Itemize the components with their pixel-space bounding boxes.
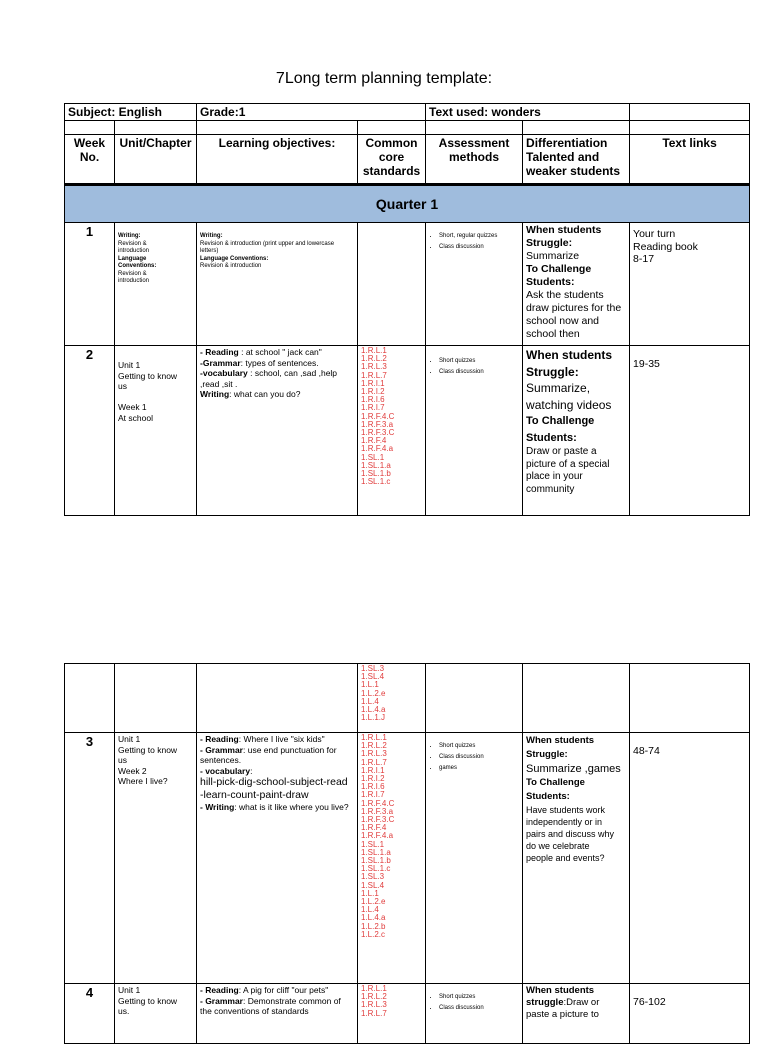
ccs-code: 1.R.F.4 [361, 436, 387, 446]
planning-table-page1 [64, 103, 750, 516]
links-cell: 19-35 [630, 346, 750, 516]
list-item: • games [439, 763, 519, 774]
col-unit: Unit/Chapter [115, 135, 197, 185]
ccs-code: 1.SL.1 [361, 839, 385, 849]
ccs-code: 1.L.2.c [361, 929, 386, 939]
list-item: • Class discussion [439, 1003, 519, 1014]
ccs-code: 1.R.L.7 [361, 1008, 387, 1018]
objectives-cell: - Reading: A pig for cliff "our pets" - Grammar: Demonstrate common of the conventions of standards [197, 984, 358, 1044]
ccs-code: 1.R.L.7 [361, 370, 387, 380]
ccs-code: 1.R.L.2 [361, 741, 387, 751]
column-header-row [65, 135, 750, 185]
ccs-code: 1.R.L.1 [361, 984, 387, 993]
differentiation-cell: When students Struggle: Summarize ,games To Challenge Students: Have students work independently or in pairs and discuss why do we celebrate people and events? [523, 733, 630, 984]
ccs-cell [358, 664, 426, 733]
ccs-code: 1.L.1 [361, 888, 379, 898]
table-row [65, 984, 750, 1044]
ccs-code: 1.R.F.4.a [361, 831, 394, 841]
list-item: • Class discussion [439, 242, 519, 253]
text-used-cell: Text used: wonders [426, 104, 630, 121]
ccs-code: 1.R.I.6 [361, 782, 385, 792]
subject-cell: Subject: English [65, 104, 197, 121]
ccs-code: 1.R.I.1 [361, 765, 385, 775]
differentiation-cell: When students Struggle: Summarize, watching videos To Challenge Students: Draw or paste a picture of a special place in your community [523, 346, 630, 516]
objectives-cell: - Reading: Where I live "six kids" - Grammar: use end punctuation for sentences. - vocabulary: hill-pick-dig-school-subject-read -learn-count-paint-draw - Writing: what is it like where you live? [197, 733, 358, 984]
col-ccs: Common core standards [358, 135, 426, 185]
objectives-cell: Writing: Revision & introduction (print upper and lowercase letters) Language Conventions: Revision & introduction [197, 223, 358, 346]
col-differentiation: Differentiation Talented and weaker students [523, 135, 630, 185]
ccs-code: 1.R.L.2 [361, 992, 387, 1002]
ccs-code: 1.R.I.2 [361, 774, 385, 784]
table-row [65, 223, 750, 346]
col-links: Text links [630, 135, 750, 185]
ccs-code: 1.L.4.a [361, 705, 386, 715]
ccs-code: 1.R.L.2 [361, 354, 387, 364]
ccs-code: 1.SL.4 [361, 880, 385, 890]
planning-table-page2 [64, 663, 750, 1044]
ccs-code: 1.L.2.e [361, 897, 386, 907]
ccs-code: 1.R.F.3.a [361, 806, 394, 816]
ccs-code: 1.L.4 [361, 696, 379, 706]
ccs-code: 1.SL.4 [361, 672, 385, 682]
links-cell: Your turn Reading book 8-17 [630, 223, 750, 346]
ccs-code: 1.R.F.4.C [361, 411, 395, 421]
list-item: • Short, regular quizzes [439, 231, 519, 242]
objectives-cell: - Reading : at school " jack can" -Grammar: types of sentences. -vocabulary : school, can ,sad ,help ,read ,sit . Writing: what can you do? [197, 346, 358, 516]
unit-cell: Unit 1 Getting to know us Week 1 At school [115, 346, 197, 516]
ccs-code: 1.SL.3 [361, 872, 385, 882]
unit-cell: Writing: Revision & introduction Language Conventions: Revision & introduction [115, 223, 197, 346]
ccs-code: 1.R.F.4.C [361, 798, 395, 808]
ccs-code: 1.R.L.3 [361, 749, 387, 759]
differentiation-cell: When students Struggle: Summarize To Challenge Students: Ask the students draw pictures for the school now and school then [523, 223, 630, 346]
links-cell: 76-102 [630, 984, 750, 1044]
list-item: • Short quizzes [439, 741, 519, 752]
ccs-cell [358, 346, 426, 516]
ccs-cell [358, 223, 426, 346]
assessment-cell [426, 346, 523, 516]
ccs-code: 1.SL.1.c [361, 477, 391, 487]
quarter-row [65, 185, 750, 223]
ccs-code: 1.L.4 [361, 905, 379, 915]
assessment-cell [426, 223, 523, 346]
ccs-code: 1.L.1.J [361, 713, 386, 723]
ccs-code: 1.R.L.3 [361, 362, 387, 372]
week-number: 4 [65, 984, 115, 1044]
assessment-cell [426, 733, 523, 984]
ccs-code: 1.L.2.b [361, 921, 386, 931]
table-row [65, 733, 750, 984]
ccs-cell [358, 984, 426, 1044]
ccs-code: 1.SL.1.b [361, 856, 391, 866]
list-item: • Short quizzes [439, 992, 519, 1003]
ccs-code: 1.L.2.e [361, 688, 386, 698]
table-row [65, 346, 750, 516]
ccs-code: 1.L.1 [361, 680, 379, 690]
ccs-code: 1.R.I.2 [361, 387, 385, 397]
links-cell: 48-74 [630, 733, 750, 984]
ccs-code: 1.R.L.7 [361, 757, 387, 767]
list-item: • Class discussion [439, 752, 519, 763]
document-title: 7Long term planning template: [275, 70, 493, 87]
ccs-code: 1.R.I.6 [361, 395, 385, 405]
assessment-cell [426, 984, 523, 1044]
spacer-row [65, 121, 750, 135]
list-item: • Class discussion [439, 367, 519, 378]
unit-cell: Unit 1 Getting to know us Week 2 Where I live? [115, 733, 197, 984]
header-row [65, 104, 750, 121]
unit-cell: Unit 1 Getting to know us. [115, 984, 197, 1044]
ccs-code: 1.R.F.3.a [361, 419, 394, 429]
col-assessment: Assessment methods [426, 135, 523, 185]
ccs-code: 1.SL.1.c [361, 864, 391, 874]
ccs-cell [358, 733, 426, 984]
ccs-code: 1.R.L.1 [361, 733, 387, 742]
week-number: 3 [65, 733, 115, 984]
ccs-code: 1.R.I.7 [361, 790, 385, 800]
col-objectives: Learning objectives: [197, 135, 358, 185]
ccs-code: 1.R.L.3 [361, 1000, 387, 1010]
quarter-label: Quarter 1 [65, 185, 750, 223]
ccs-code: 1.R.L.1 [361, 346, 387, 355]
list-item: • Short quizzes [439, 356, 519, 367]
ccs-code: 1.R.F.3.C [361, 815, 395, 825]
differentiation-cell: When students struggle:Draw or paste a picture to [523, 984, 630, 1044]
ccs-code: 1.SL.3 [361, 664, 385, 673]
ccs-code: 1.SL.1.a [361, 460, 391, 470]
ccs-code: 1.R.I.1 [361, 378, 385, 388]
ccs-code: 1.R.F.3.C [361, 428, 395, 438]
table-row [65, 664, 750, 733]
ccs-code: 1.R.F.4 [361, 823, 387, 833]
ccs-code: 1.SL.1.b [361, 469, 391, 479]
grade-cell: Grade:1 [197, 104, 426, 121]
col-week: Week No. [65, 135, 115, 185]
ccs-code: 1.R.F.4.a [361, 444, 394, 454]
ccs-code: 1.R.I.7 [361, 403, 385, 413]
ccs-code: 1.SL.1 [361, 452, 385, 462]
week-number: 2 [65, 346, 115, 516]
week-number: 1 [65, 223, 115, 346]
ccs-code: 1.L.4.a [361, 913, 386, 923]
ccs-code: 1.SL.1.a [361, 847, 391, 857]
